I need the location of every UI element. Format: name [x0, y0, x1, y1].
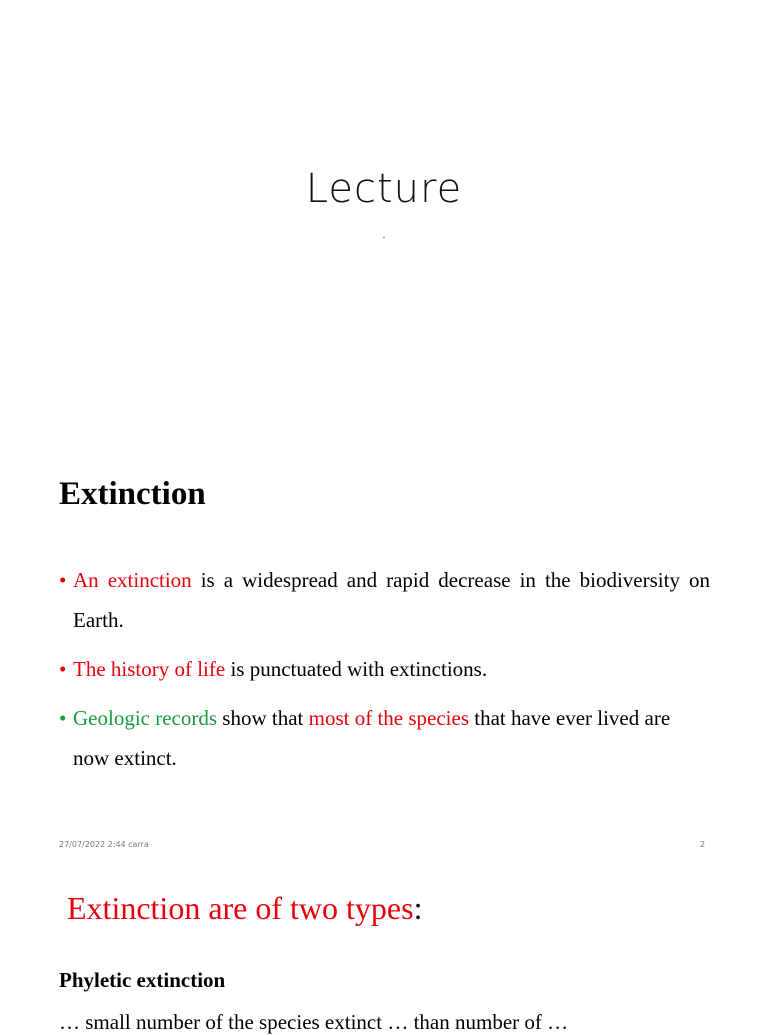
bullet-text-highlight: extinction: [107, 568, 192, 592]
slide-1: [0, 0, 768, 432]
bullet-dot-icon: •: [59, 568, 67, 592]
slide-heading: Extinction: [59, 476, 206, 512]
heading-text: Extinction are of two types: [67, 890, 414, 926]
slide-subtitle: .: [382, 230, 386, 241]
slide-title: Lecture: [305, 166, 463, 212]
bullet-item: [59, 649, 710, 689]
slide-footer-date: 27/07/2022 2:44 carra: [59, 840, 149, 849]
bullet-text: is punctuated with extinctions.: [225, 657, 488, 681]
bullet-text-highlight: The history of life: [73, 657, 226, 681]
bullet-item: [59, 560, 710, 640]
partial-text-line: … small number of the species extinct … than number of …: [59, 1010, 569, 1034]
slide-3: [0, 864, 768, 1024]
slide-heading: [67, 890, 422, 927]
bullet-dot-icon: •: [59, 706, 67, 730]
bullet-text-highlight: most of the species: [308, 706, 469, 730]
heading-colon: :: [413, 890, 423, 926]
bullet-text: that have ever lived are now extinct.: [73, 706, 671, 770]
bullet-dot-icon: •: [59, 657, 67, 681]
bullet-text-highlight: An: [73, 568, 99, 592]
slide-subheading: Phyletic extinction: [59, 968, 226, 992]
bullet-text: is a widespread and rapid decrease in the biodiversity on Earth.: [73, 568, 710, 632]
bullet-text-highlight: Geologic records: [73, 706, 218, 730]
bullet-item: [59, 698, 710, 778]
slide-page-number: 2: [700, 840, 706, 849]
bullet-text: show that: [217, 706, 309, 730]
bullet-list: [59, 560, 710, 787]
